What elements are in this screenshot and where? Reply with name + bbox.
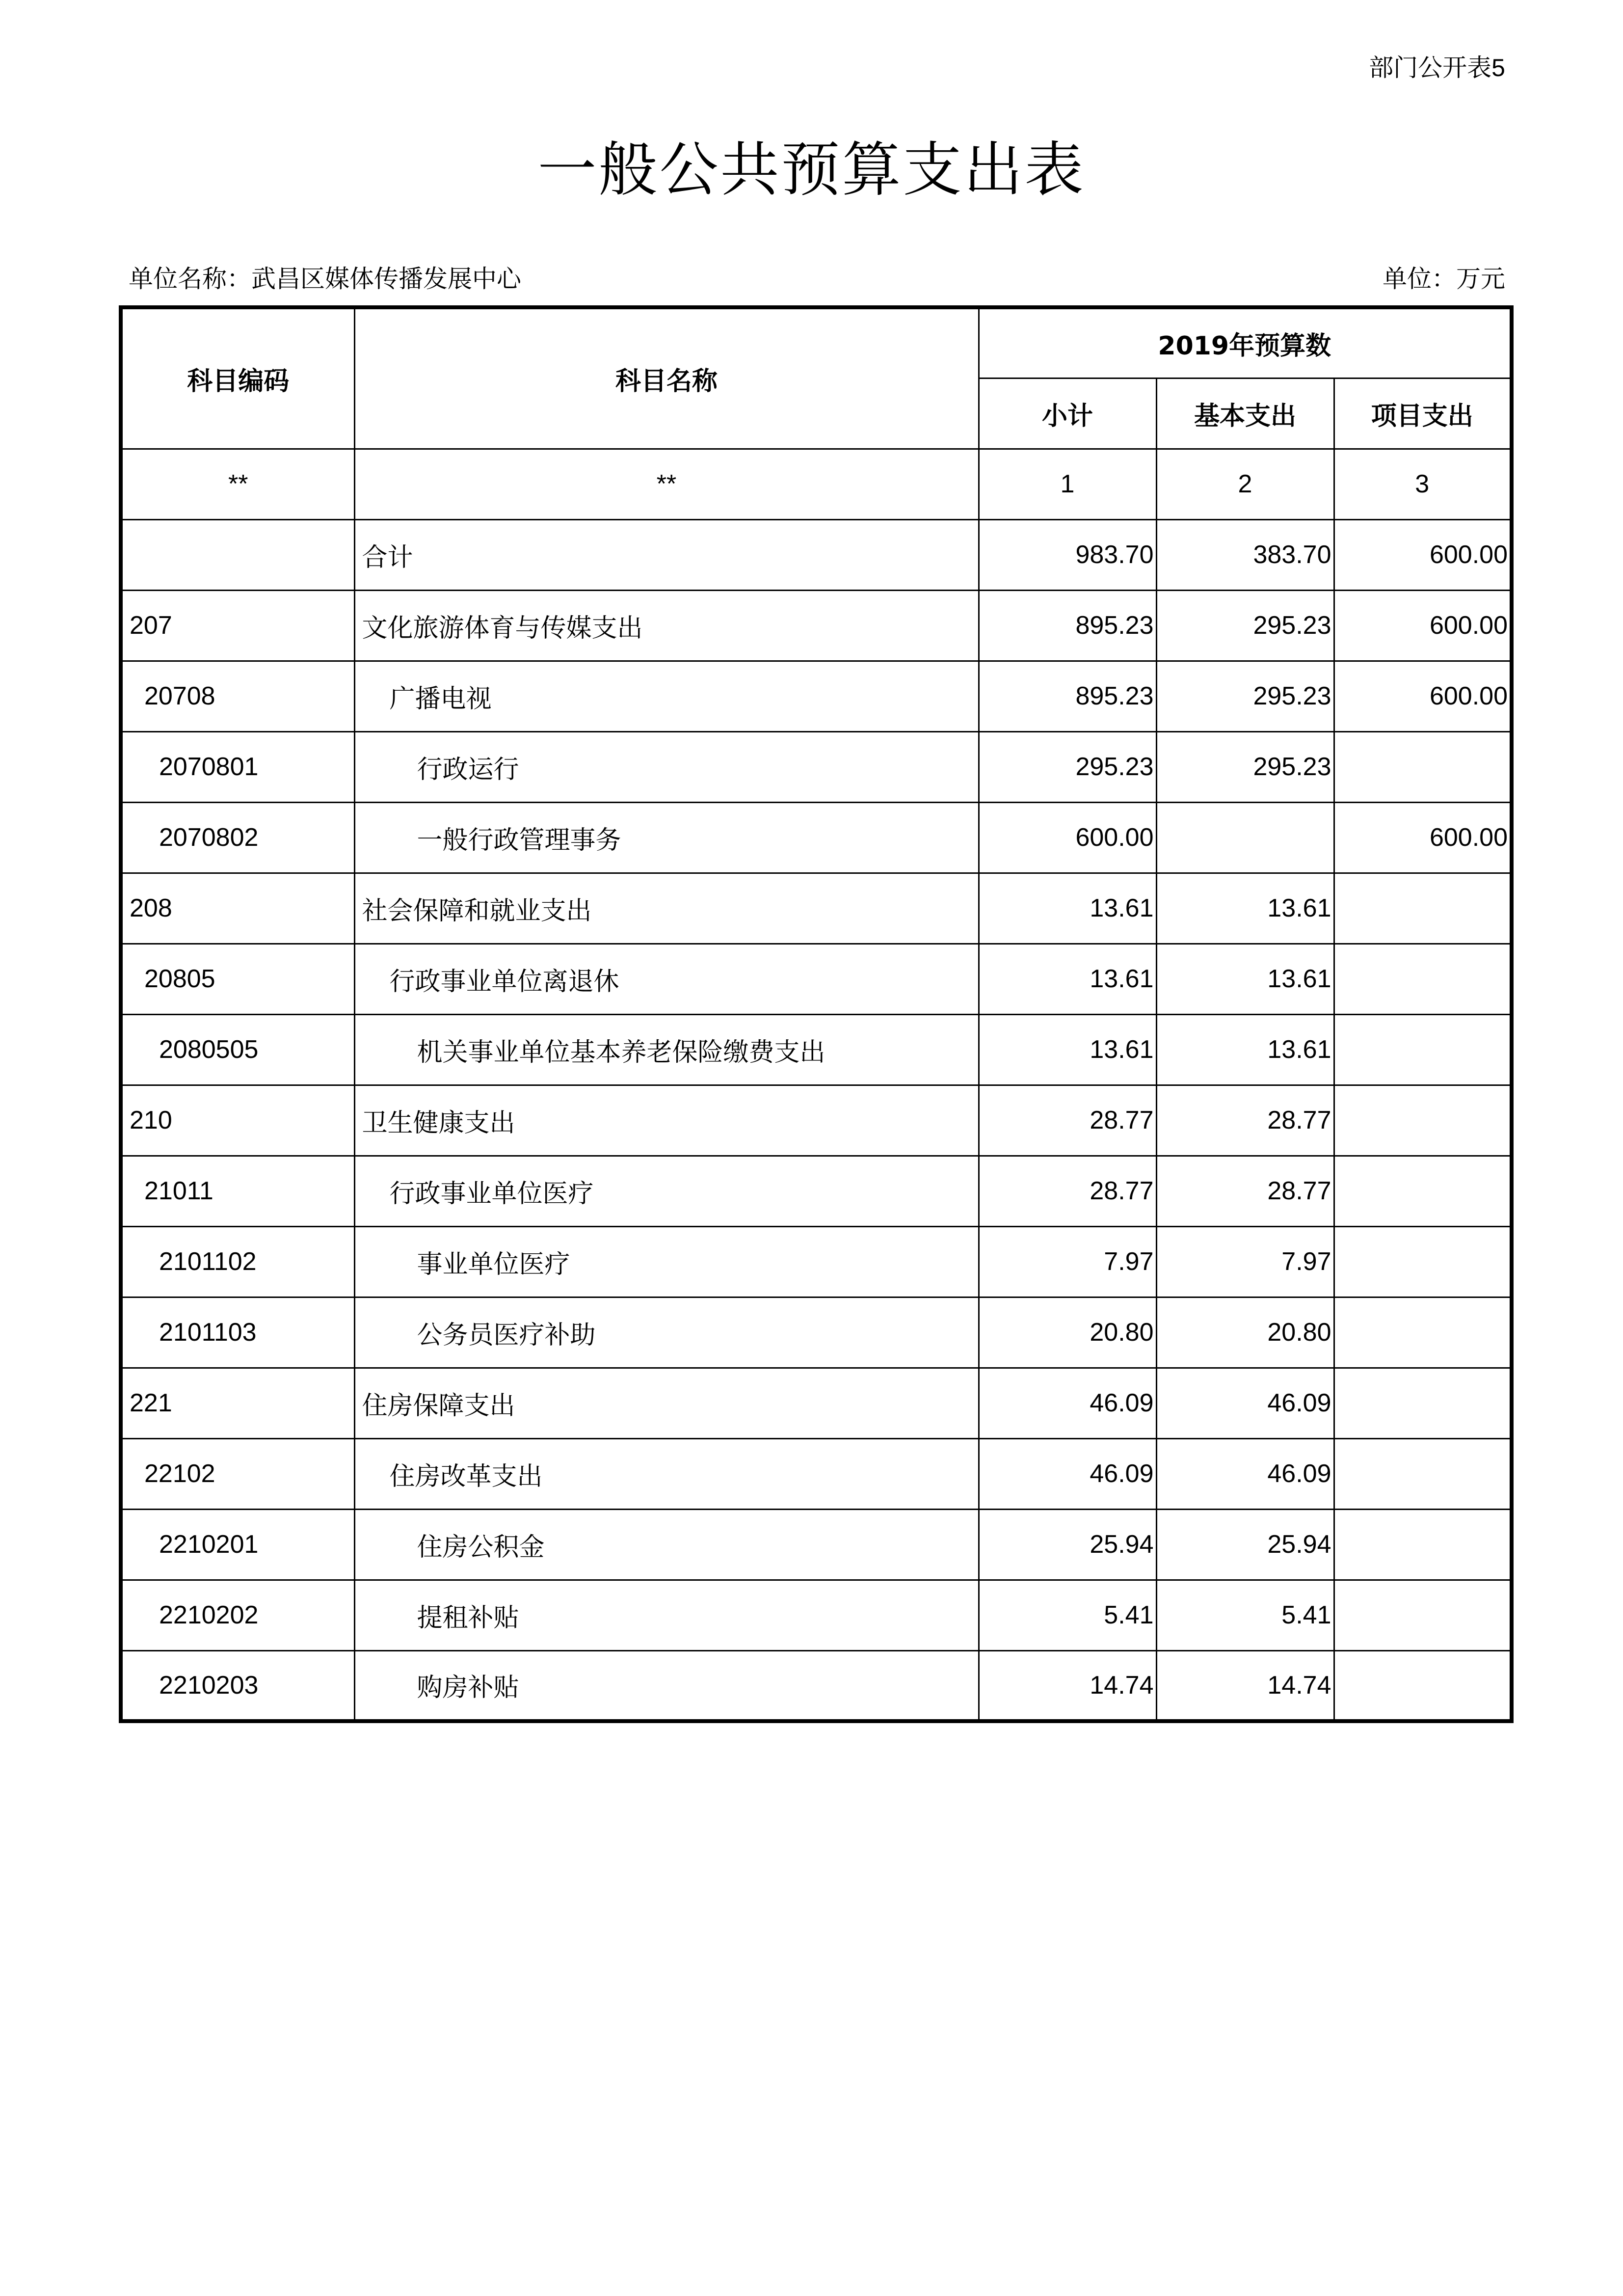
basic-cell: 13.61: [1156, 1014, 1334, 1085]
subtotal-cell: 895.23: [979, 661, 1156, 731]
table-row: [121, 1085, 1512, 1156]
name-cell: 社会保障和就业支出: [354, 873, 979, 944]
index-cell: **: [354, 449, 979, 519]
table-row: [121, 519, 1512, 590]
code-cell: 2210202: [121, 1580, 354, 1650]
project-cell: [1334, 873, 1512, 944]
code-cell: 2210201: [121, 1509, 354, 1580]
basic-cell: 383.70: [1156, 519, 1334, 590]
basic-cell: 13.61: [1156, 873, 1334, 944]
subtotal-cell: 7.97: [979, 1226, 1156, 1297]
basic-cell: 28.77: [1156, 1156, 1334, 1226]
subtotal-cell: 25.94: [979, 1509, 1156, 1580]
project-cell: [1334, 731, 1512, 802]
project-cell: [1334, 1156, 1512, 1226]
table-row: [121, 1368, 1512, 1438]
currency-unit-label: 单位：万元: [1383, 265, 1505, 293]
project-cell: 600.00: [1334, 802, 1512, 873]
code-cell: 20805: [121, 944, 354, 1014]
subtotal-cell: 295.23: [979, 731, 1156, 802]
basic-cell: 14.74: [1156, 1650, 1334, 1721]
name-cell: 事业单位医疗: [354, 1226, 979, 1297]
column-header-project: 项目支出: [1334, 378, 1512, 449]
subtotal-cell: 13.61: [979, 873, 1156, 944]
code-cell: 210: [121, 1085, 354, 1156]
project-cell: 600.00: [1334, 661, 1512, 731]
project-cell: [1334, 1438, 1512, 1509]
subtotal-cell: 13.61: [979, 1014, 1156, 1085]
code-cell: 2101103: [121, 1297, 354, 1368]
table-row: [121, 1014, 1512, 1085]
index-cell: 1: [979, 449, 1156, 519]
index-cell: 3: [1334, 449, 1512, 519]
column-header-code: 科目编码: [121, 307, 354, 449]
table-row: [121, 1297, 1512, 1368]
name-cell: 住房改革支出: [354, 1438, 979, 1509]
subtotal-cell: 895.23: [979, 590, 1156, 661]
code-cell: 2070802: [121, 802, 354, 873]
name-cell: 公务员医疗补助: [354, 1297, 979, 1368]
column-header-name: 科目名称: [354, 307, 979, 449]
name-cell: 行政运行: [354, 731, 979, 802]
basic-cell: 7.97: [1156, 1226, 1334, 1297]
name-cell: 购房补贴: [354, 1650, 979, 1721]
table-row: [121, 1580, 1512, 1650]
subtotal-cell: 28.77: [979, 1085, 1156, 1156]
basic-cell: 46.09: [1156, 1368, 1334, 1438]
index-row: [121, 449, 1512, 519]
code-cell: 20708: [121, 661, 354, 731]
budget-expenditure-table: [119, 305, 1514, 1723]
code-cell: 2070801: [121, 731, 354, 802]
table-row: [121, 1438, 1512, 1509]
project-cell: [1334, 1580, 1512, 1650]
name-cell: 机关事业单位基本养老保险缴费支出: [354, 1014, 979, 1085]
code-cell: 22102: [121, 1438, 354, 1509]
name-cell: 行政事业单位离退休: [354, 944, 979, 1014]
unit-name: 单位名称：武昌区媒体传播发展中心: [129, 265, 521, 293]
subtotal-cell: 46.09: [979, 1438, 1156, 1509]
code-cell: 21011: [121, 1156, 354, 1226]
column-header-budget-group: 2019年预算数: [979, 307, 1512, 378]
index-cell: **: [121, 449, 354, 519]
table-row: [121, 1509, 1512, 1580]
basic-cell: 295.23: [1156, 731, 1334, 802]
page-title: 一般公共预算支出表: [537, 136, 1086, 204]
code-cell: [121, 519, 354, 590]
column-header-subtotal: 小计: [979, 378, 1156, 449]
code-cell: 2101102: [121, 1226, 354, 1297]
name-cell: 广播电视: [354, 661, 979, 731]
basic-cell: 28.77: [1156, 1085, 1334, 1156]
name-cell: 合计: [354, 519, 979, 590]
table-number-label: 部门公开表5: [1369, 54, 1505, 81]
name-cell: 文化旅游体育与传媒支出: [354, 590, 979, 661]
code-cell: 207: [121, 590, 354, 661]
basic-cell: 5.41: [1156, 1580, 1334, 1650]
column-header-basic: 基本支出: [1156, 378, 1334, 449]
subtotal-cell: 600.00: [979, 802, 1156, 873]
basic-cell: [1156, 802, 1334, 873]
code-cell: 221: [121, 1368, 354, 1438]
project-cell: [1334, 1509, 1512, 1580]
name-cell: 行政事业单位医疗: [354, 1156, 979, 1226]
code-cell: 208: [121, 873, 354, 944]
table-row: [121, 1226, 1512, 1297]
subtotal-cell: 5.41: [979, 1580, 1156, 1650]
header-row: [121, 307, 1512, 378]
subtotal-cell: 46.09: [979, 1368, 1156, 1438]
index-cell: 2: [1156, 449, 1334, 519]
name-cell: 卫生健康支出: [354, 1085, 979, 1156]
table-row: [121, 1156, 1512, 1226]
subtotal-cell: 13.61: [979, 944, 1156, 1014]
name-cell: 住房保障支出: [354, 1368, 979, 1438]
project-cell: 600.00: [1334, 590, 1512, 661]
project-cell: [1334, 1085, 1512, 1156]
project-cell: [1334, 1297, 1512, 1368]
basic-cell: 295.23: [1156, 661, 1334, 731]
code-cell: 2210203: [121, 1650, 354, 1721]
project-cell: [1334, 1014, 1512, 1085]
project-cell: 600.00: [1334, 519, 1512, 590]
name-cell: 一般行政管理事务: [354, 802, 979, 873]
subtotal-cell: 28.77: [979, 1156, 1156, 1226]
table-row: [121, 731, 1512, 802]
project-cell: [1334, 944, 1512, 1014]
name-cell: 住房公积金: [354, 1509, 979, 1580]
table-row: [121, 1650, 1512, 1721]
basic-cell: 46.09: [1156, 1438, 1334, 1509]
project-cell: [1334, 1368, 1512, 1438]
basic-cell: 25.94: [1156, 1509, 1334, 1580]
subtotal-cell: 14.74: [979, 1650, 1156, 1721]
basic-cell: 13.61: [1156, 944, 1334, 1014]
code-cell: 2080505: [121, 1014, 354, 1085]
table-row: [121, 873, 1512, 944]
subtotal-cell: 983.70: [979, 519, 1156, 590]
table-row: [121, 802, 1512, 873]
project-cell: [1334, 1226, 1512, 1297]
basic-cell: 20.80: [1156, 1297, 1334, 1368]
subtotal-cell: 20.80: [979, 1297, 1156, 1368]
table-row: [121, 661, 1512, 731]
project-cell: [1334, 1650, 1512, 1721]
table-row: [121, 590, 1512, 661]
name-cell: 提租补贴: [354, 1580, 979, 1650]
table-row: [121, 944, 1512, 1014]
basic-cell: 295.23: [1156, 590, 1334, 661]
